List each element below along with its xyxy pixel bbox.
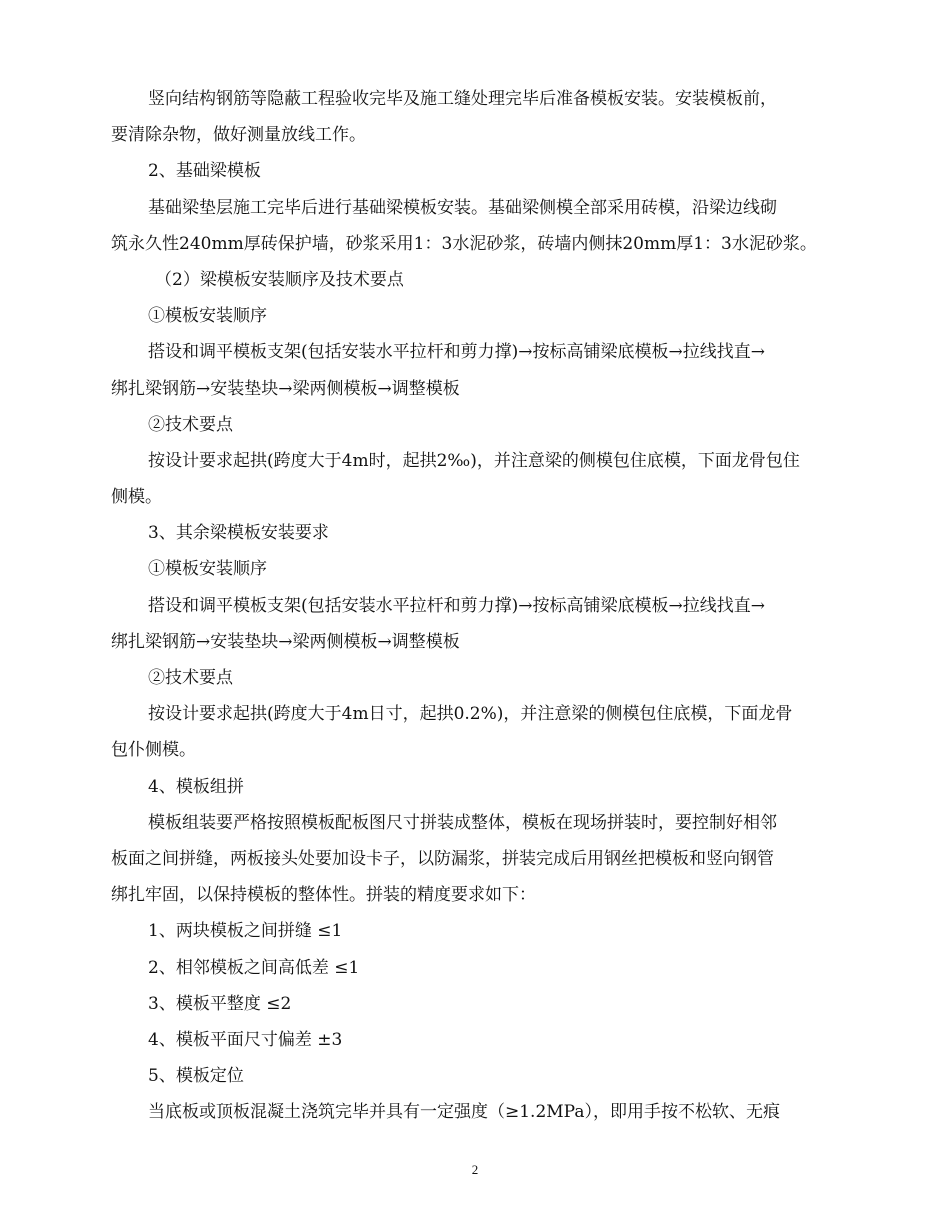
paragraph-line: 当底板或顶板混凝土浇筑完毕并具有一定强度（≥1.2MPa），即用手按不松软、无痕 [148,1102,780,1123]
paragraph-line: 包仆侧模。 [111,740,196,761]
section-heading: 2、基础梁模板 [148,161,261,182]
paragraph-line: 要清除杂物，做好测量放线工作。 [111,125,366,146]
paragraph-line: 搭设和调平模板支架(包括安装水平拉杆和剪力撑)→按标高铺梁底模板→拉线找直→ [148,595,765,616]
section-heading: 5、模板定位 [148,1066,244,1087]
list-item: 3、模板平整度 ≤2 [148,993,292,1014]
section-heading: 4、模板组拼 [148,776,244,797]
paragraph-line: 侧模。 [111,487,162,508]
paragraph-line: 绑扎梁钢筋→安装垫块→梁两侧模板→调整模板 [111,631,460,652]
paragraph-line: 基础梁垫层施工完毕后进行基础梁模板安装。基础梁侧模全部采用砖模，沿梁边线砌 [148,197,777,218]
list-item: 2、相邻模板之间高低差 ≤1 [148,957,360,978]
paragraph-line: 搭设和调平模板支架(包括安装水平拉杆和剪力撑)→按标高铺梁底模板→拉线找直→ [148,342,765,363]
paragraph-line: 绑扎牢固，以保持模板的整体性。拼装的精度要求如下： [111,885,536,906]
paragraph-line: 板面之间拼缝，两板接头处要加设卡子，以防漏浆，拼装完成后用钢丝把模板和竖向钢管 [111,848,774,869]
page-number: 2 [471,1162,479,1177]
section-heading: （2）梁模板安装顺序及技术要点 [155,269,404,290]
subsection-heading: ②技术要点 [148,414,233,435]
subsection-heading: ①模板安装顺序 [148,306,267,327]
document-body [111,81,839,1130]
paragraph-line: 绑扎梁钢筋→安装垫块→梁两侧模板→调整模板 [111,378,460,399]
paragraph-line: 竖向结构钢筋等隐蔽工程验收完毕及施工缝处理完毕后准备模板安装。安装模板前， [148,89,777,109]
section-heading: 3、其余梁模板安装要求 [148,523,329,544]
subsection-heading: ①模板安装顺序 [148,559,267,580]
paragraph-line: 筑永久性240mm厚砖保护墙，砂浆采用1：3水泥砂浆，砖墙内侧抹20mm厚1：3水泥砂浆。 [111,233,817,254]
list-item: 4、模板平面尺寸偏差 ±3 [148,1029,343,1050]
subsection-heading: ②技术要点 [148,668,233,688]
paragraph-line: 按设计要求起拱(跨度大于4m日寸，起拱0.2%)，并注意梁的侧模包住底模，下面龙骨 [148,704,793,725]
paragraph-line: 模板组装要严格按照模板配板图尺寸拼装成整体，模板在现场拼装时，要控制好相邻 [148,812,777,833]
paragraph-line: 按设计要求起拱(跨度大于4m时，起拱2‰)，并注意梁的侧模包住底模，下面龙骨包住 [148,450,800,471]
list-item: 1、两块模板之间拼缝 ≤1 [148,921,343,942]
